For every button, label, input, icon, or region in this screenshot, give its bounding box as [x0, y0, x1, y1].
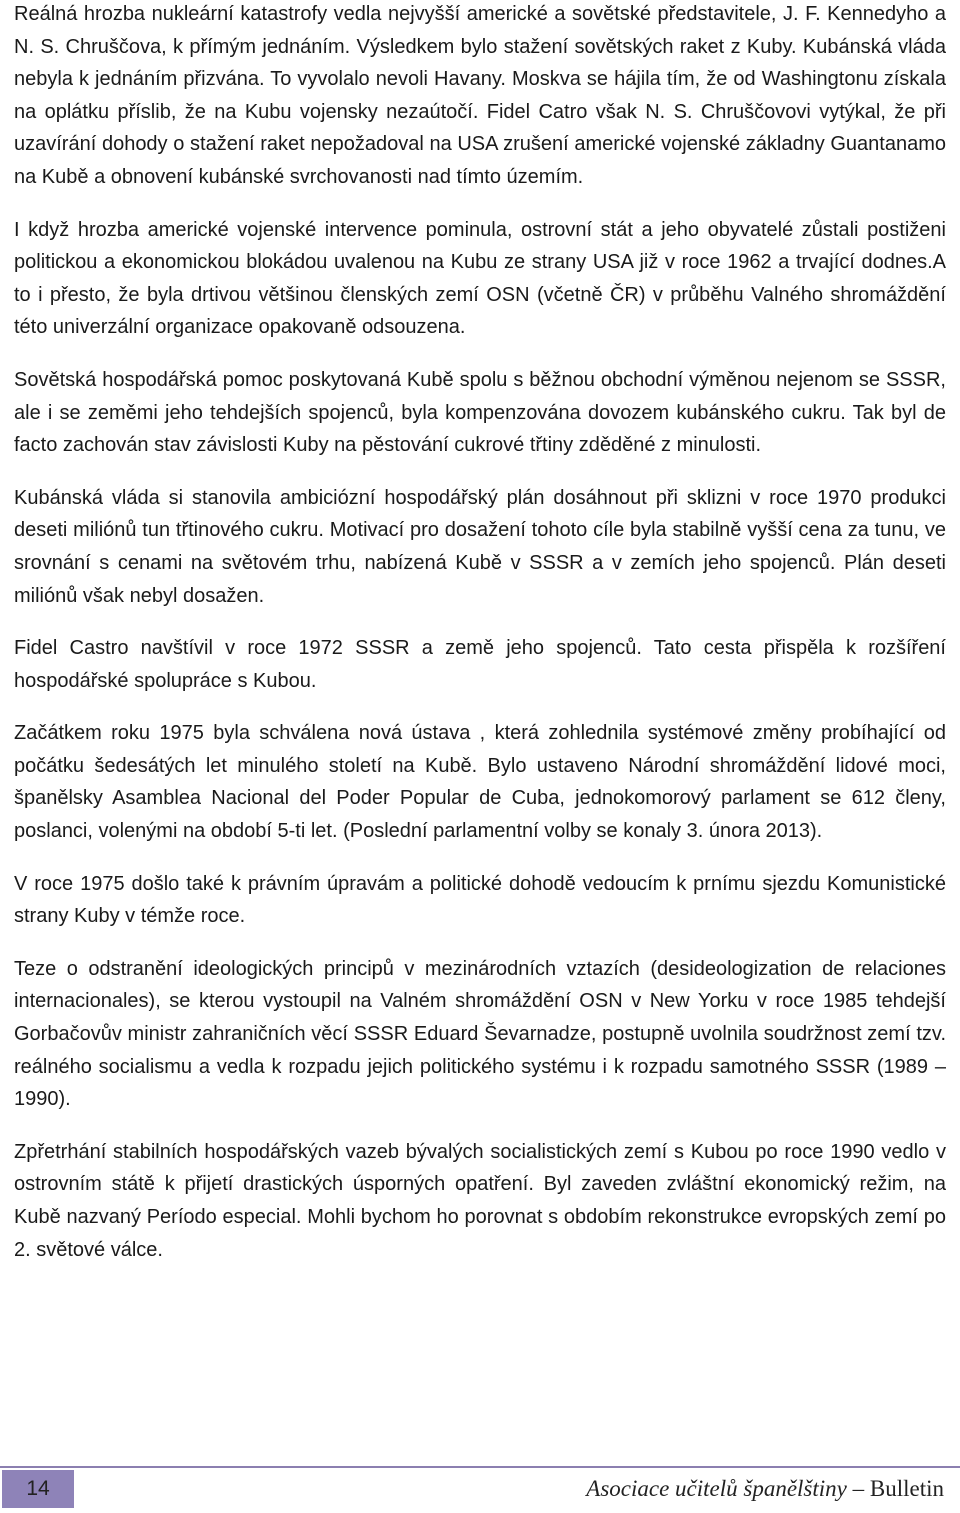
bulletin-separator: – [846, 1476, 870, 1501]
paragraph: Sovětská hospodářská pomoc poskytovaná Kubě spolu s běžnou obchodní výměnou nejenom se SSSR, ale i se zeměmi jeho tehdejších spojenců, byla kompenzována dovozem kubánského cukru. Tak byl de facto zachován stav závislosti Kuby na pěstování cukrové třtiny zděděné z minulosti. [14, 368, 946, 457]
bulletin-label: Bulletin [869, 1476, 944, 1501]
paragraph: Fidel Castro navštívil v roce 1972 SSSR a země jeho spojenců. Tato cesta přispěla k rozšíření hospodářské spolupráce s Kubou. [14, 637, 946, 692]
paragraph: Teze o odstranění ideologických principů v mezinárodních vztazích (desideologization de relaciones internacionales), se kterou vystoupil na Valném shromáždění OSN v New Yorku v roce 1985 tehdejší Gorbačovův ministr zahraničních věcí SSSR Eduard Ševarnadze, postupně uvolnila soudržnost zemí tzv. reálného socialismu a vedla k rozpadu jejich politického systému i k rozpadu samotného SSSR (1989 – 1990). [14, 957, 946, 1111]
paragraph: Kubánská vláda si stanovila ambiciózní hospodářský plán dosáhnout při sklizni v roce 1970 produkci deseti miliónů tun třtinového cukru. Motivací pro dosažení tohoto cíle byla stabilně vyšší cena za tunu, ve srovnání s cenami na světovém trhu, nabízená Kubě v SSSR a v zemích jeho spojenců. Plán deseti miliónů však nebyl dosažen. [14, 486, 946, 607]
paragraph: Začátkem roku 1975 byla schválena nová ústava , která zohlednila systémové změny probíhající od počátku šedesátých let minulého století na Kubě. Bylo ustaveno Národní shromáždění lidové moci, španělsky Asamblea Nacional del Poder Popular de Cuba, jednokomorový parlament se 612 členy, poslanci, volenými na období 5-ti let. (Poslední parlamentní volby se konaly 3. února 2013). [14, 722, 946, 843]
paragraph: V roce 1975 došlo také k právním úpravám a politické dohodě vedoucím k prnímu sjezdu Komunistické strany Kuby v témže roce. [14, 872, 946, 928]
footer-divider [0, 1466, 960, 1468]
paragraph: Zpřetrhání stabilních hospodářských vazeb bývalých socialistických zemí s Kubou po roce 1990 vedlo v ostrovním státě k přijetí drastických úsporných opatření. Byl zaveden zvláštní ekonomický režim, na Kubě nazvaný Período especial. Mohli bychom ho porovnat s obdobím rekonstrukce evropských zemí po 2. světové válce. [14, 1140, 946, 1261]
page-number: 14 [2, 1470, 74, 1508]
paragraph: I když hrozba americké vojenské intervence pominula, ostrovní stát a jeho obyvatelé zůstali postiženi politickou a ekonomickou blokádou uvalenou na Kubu ze strany USA již v roce 1962 a trvající dodnes.A to i přesto, že byla drtivou většinou členských zemí OSN (včetně ČR) v průběhu Valného shromáždění této univerzální organizace opakovaně odsouzena. [14, 218, 946, 339]
bulletin-association: Asociace učitelů španělštiny [586, 1476, 847, 1501]
bulletin-title [586, 1472, 944, 1506]
paragraph: Reálná hrozba nukleární katastrofy vedla nejvyšší americké a sovětské představitele, J. F. Kennedyho a N. S. Chruščova, k přímým jednáním. Výsledkem bylo stažení sovětských raket z Kuby. Kubánská vláda nebyla k jednáním přizvána. To vyvolalo nevoli Havany. Moskva se hájila tím, že od Washingtonu získala na oplátku příslib, že na Kubu vojensky nezaútočí. Fidel Catro však N. S. Chruščovovi vytýkal, že při uzavírání dohody o stažení raket nepožadoval na USA zrušení americké vojenské základny Guantanamo na Kubě a obnovení kubánské svrchovanosti nad tímto územím. [14, 3, 946, 188]
document-body [14, 0, 946, 1286]
page-footer [0, 1466, 960, 1512]
